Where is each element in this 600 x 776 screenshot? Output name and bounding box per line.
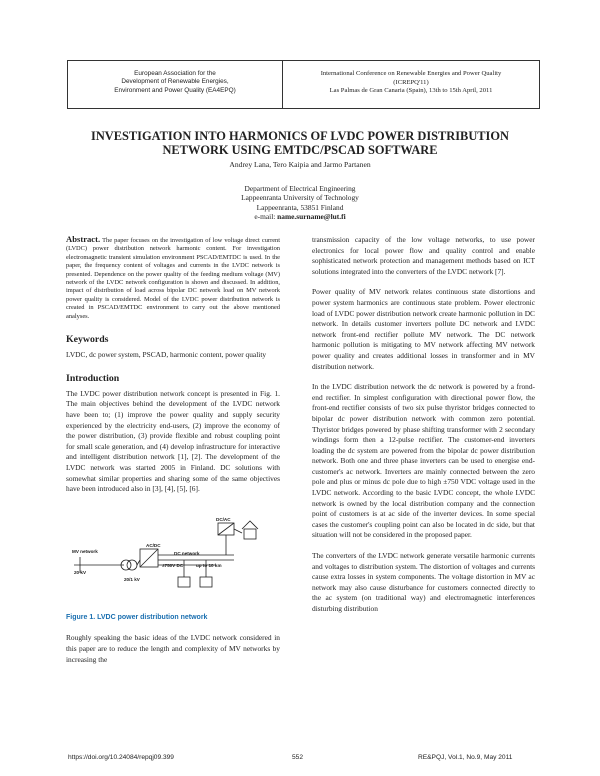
body-paragraph: Power quality of MV network relates continuous state distortions and power system harmonics are continuous state problem. Power electronic load of LVDC power distribution network create harmonic pollution in DC network. In details customer inverters pollute DC network and LVDC network front-end rectifier pollute MV network. The DC network harmonic pollution is mitigating to MV network affecting MV network power quality and creates additional losses in transformer and in MV distribution network.: [312, 287, 535, 371]
journal-info: RE&PQJ, Vol.1, No.9, May 2011: [418, 754, 513, 761]
kv20-label: 20 kV: [74, 569, 87, 575]
doi-link[interactable]: https://doi.org/10.24084/repqj09.399: [68, 754, 174, 761]
dcac-label: DC/AC: [216, 516, 231, 522]
conference-block: [283, 61, 539, 108]
dc-network-label: DC network: [174, 550, 200, 556]
paper-title: [0, 129, 600, 157]
conference-line: International Conference on Renewable Energies and Power Quality: [320, 70, 502, 77]
affiliation: [0, 184, 600, 222]
intro-heading: Introduction: [66, 373, 120, 385]
body-paragraph: In the LVDC distribution network the dc network is powered by a frond-end rectifier. In simplest configuration with directional power flow, the front-end rectifier consists of two six pulse thyristor bridges connected to bipolar dc power distribution network with common zero potential. Thyristor bridges powered by phase shifting transformer with 2 secondary windings form then a 12-pulse rectifier. The customer-end inverters loading the dc system are powered from the bipolar dc power distribution network. Both one and three phase inverters can be used to energise end-customer's ac network. Inverters are mainly connected between the zero pole and plus or minus dc pole due to high ±750 VDC voltage used in the LVDC network. According to the basic LVDC concept, the whole LVDC network is owned by the local distribution company and the connection point of customers is at ac side of the inverter devices. In some special cases the customer's coupling point can also be located in dc side, but that situation will not be considered in the proposed paper.: [312, 382, 535, 540]
acdc-label: AC/DC: [146, 542, 161, 548]
body-paragraph: The converters of the LVDC network generate versatile harmonic currents and voltages to distribution system. The distortion of voltages and currents cause extra losses in system components. The voltage distortion in MV ac network may also cause disturbance for customers connected directly to the ac system (on traditional way) and electromagnetic interferences disturbing distribution: [312, 551, 535, 613]
affiliation-line: Lappeenranta, 53851 Finland: [256, 202, 344, 212]
title-line: INVESTIGATION INTO HARMONICS OF LVDC POWER DISTRIBUTION: [91, 129, 509, 143]
abstract-text: The paper focuses on the investigation of low voltage direct current (LVDC) power distribution network harmonic content. For investigation electromagnetic transient simulation environment PSCAD/EMTDC is used. In the paper, the frequency content of voltages and currents in the LVDC network is presented. Dependence on the power quality of the feeding medium voltage (MV) network of the LVDC network configuration is shown and discussed. In addition, impact of distribution of load across bipolar DC network load on MV network power quality is considered. Model of the LVDC power distribution network is created in PSCAD/EMTDC environment to carry out the above mentioned analyses.: [66, 237, 281, 320]
association-line: Development of Renewable Energies,: [121, 78, 229, 86]
conference-header: [67, 60, 540, 109]
abstract-heading: Abstract.: [66, 234, 101, 244]
affiliation-line: Department of Electrical Engineering: [244, 184, 356, 193]
right-column: [312, 235, 535, 625]
authors: Andrey Lana, Tero Kaipia and Jarmo Partanen: [229, 160, 371, 169]
conference-line: (ICREPQ'11): [393, 78, 429, 86]
intro-paragraph: Roughly speaking the basic ideas of the LVDC network considered in this paper are to reduce the length and complexity of MV networks by increasing the: [66, 633, 280, 664]
left-column: [66, 235, 280, 675]
lvdc-network-figure: [66, 505, 280, 611]
body-paragraph: transmission capacity of the low voltage networks, to use power electronics for local power flow and quality control and enable sophisticated network protection and management methods based on ICT solutions integrated into the converters of the LVDC network [7].: [312, 235, 535, 276]
email-line: [0, 212, 600, 221]
intro-paragraph: The LVDC power distribution network concept is presented in Fig. 1. The main objectives behind the development of the LVDC network have been to; (1) improve the power quality and supply security experienced by the electricity end-users, (2) improve the economy of the power distribution, (3) provide flexible and robust coupling point for small scale generation, and (4) develop infrastructure for interactive and intelligent distribution network [1], [2]. The development of the LVDC network was started 2005 in Finland. DC solutions with somewhat similar properties and sharing some of the same objectives have been introduced also in [3], [4], [5], [6].: [66, 388, 280, 494]
page-number: 552: [292, 754, 304, 761]
email-prefix: e-mail:: [254, 212, 278, 222]
email-address[interactable]: name.surname@lut.fi: [277, 212, 346, 222]
association-line: Environment and Power Quality (EA4EPQ): [114, 86, 236, 94]
keywords-heading: Keywords: [66, 334, 109, 346]
association-block: [68, 61, 283, 108]
abstract: [66, 235, 280, 321]
mv-network-label: MV network: [72, 548, 98, 554]
vdc-label: ±750V DC: [162, 562, 184, 568]
lvdc-network-diagram: [66, 505, 280, 611]
conference-line: Las Palmas de Gran Canaria (Spain), 13th to 15th April, 2011: [329, 87, 493, 95]
keywords-text: LVDC, dc power system, PSCAD, harmonic content, power quality: [66, 349, 267, 359]
affiliation-line: Lappeenranta University of Technology: [241, 193, 359, 203]
transformer-label: 20/1 kV: [124, 576, 140, 582]
distance-label: up to 10 km: [196, 562, 222, 568]
association-line: European Association for the: [134, 70, 216, 77]
figure-caption: Figure 1. LVDC power distribution network: [66, 613, 208, 621]
title-line: NETWORK USING EMTDC/PSCAD SOFTWARE: [162, 143, 438, 157]
